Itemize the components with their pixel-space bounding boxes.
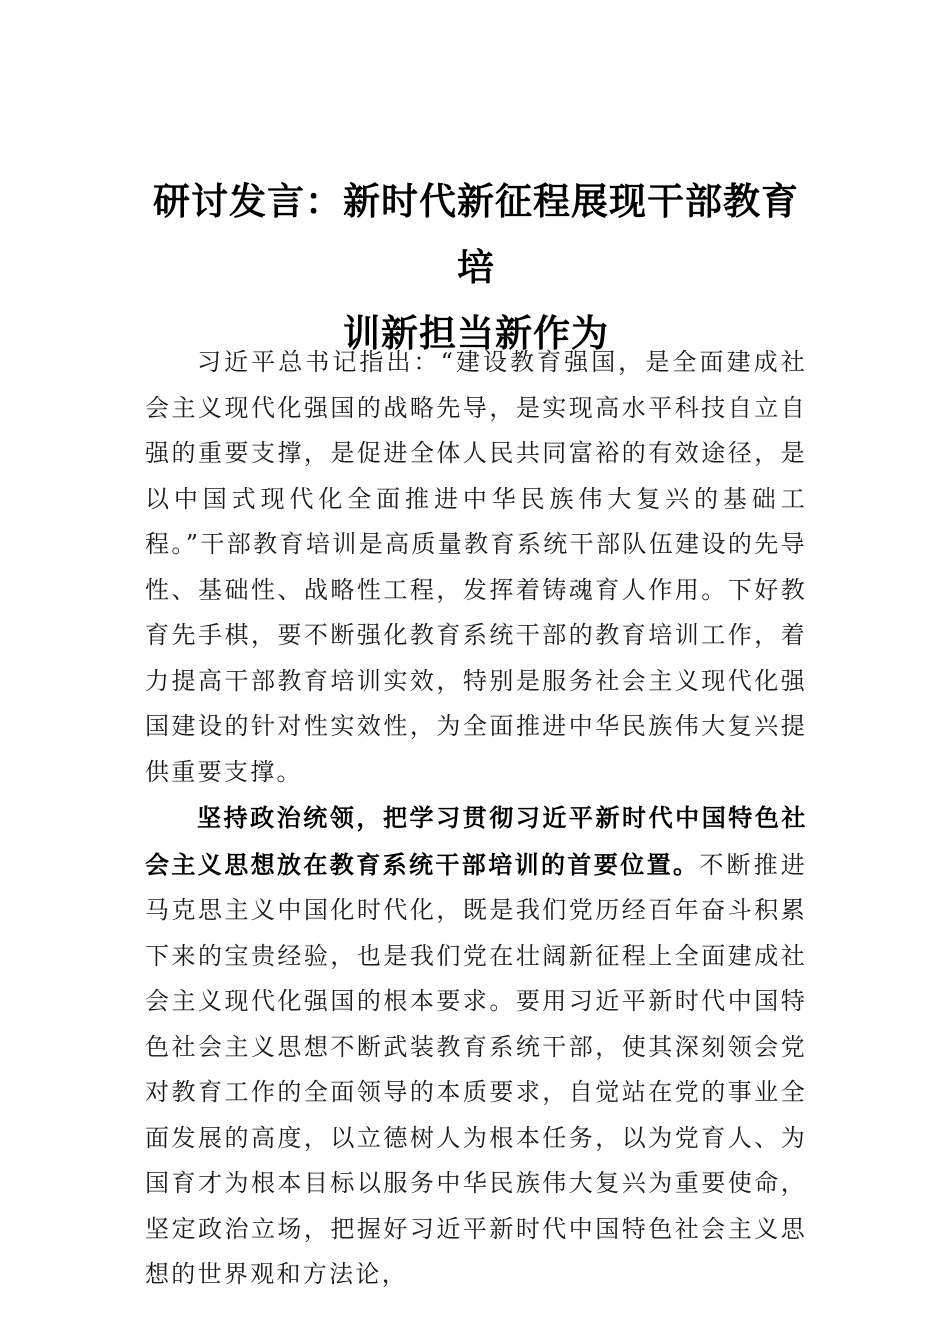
document-title <box>145 168 807 366</box>
title-line-1: 研讨发言：新时代新征程展现干部教育培 <box>153 179 799 289</box>
paragraph-2-heading: 坚持政治统领，把学习贯彻习近平新时代中国特色社会主义思想放在教育系统干部培训的首要位置。 <box>145 803 807 879</box>
paragraph-2 <box>145 795 807 1298</box>
title-line-2: 训新担当新作为 <box>343 311 609 355</box>
paragraph-2-text: 不断推进马克思主义中国化时代化，既是我们党历经百年奋斗积累下来的宝贵经验，也是我们党在壮阔新征程上全面建成社会主义现代化强国的根本要求。要用习近平新时代中国特色社会主义思想不断武装教育系统干部，使其深刻领会党对教育工作的全面领导的本质要求，自觉站在党的事业全面发展的高度，以立德树人为根本任务，以为党育人、为国育才为根本目标以服务中华民族伟大复兴为重要使命，坚定政治立场，把握好习近平新时代中国特色社会主义思想的世界观和方法论， <box>145 850 807 1288</box>
paragraph-1: 习近平总书记指出：“建设教育强国，是全面建成社会主义现代化强国的战略先导，是实现高水平科技自立自强的重要支撑，是促进全体人民共同富裕的有效途径，是以中国式现代化全面推进中华民族伟大复兴的基础工程。”干部教育培训是高质量教育系统干部队伍建设的先导性、基础性、战略性工程，发挥着铸魂育人作用。下好教育先手棋，要不断强化教育系统干部的教育培训工作，着力提高干部教育培训实效，特别是服务社会主义现代化强国建设的针对性实效性，为全面推进中华民族伟大复兴提供重要支撑。 <box>145 348 807 786</box>
document-body <box>145 340 807 1298</box>
